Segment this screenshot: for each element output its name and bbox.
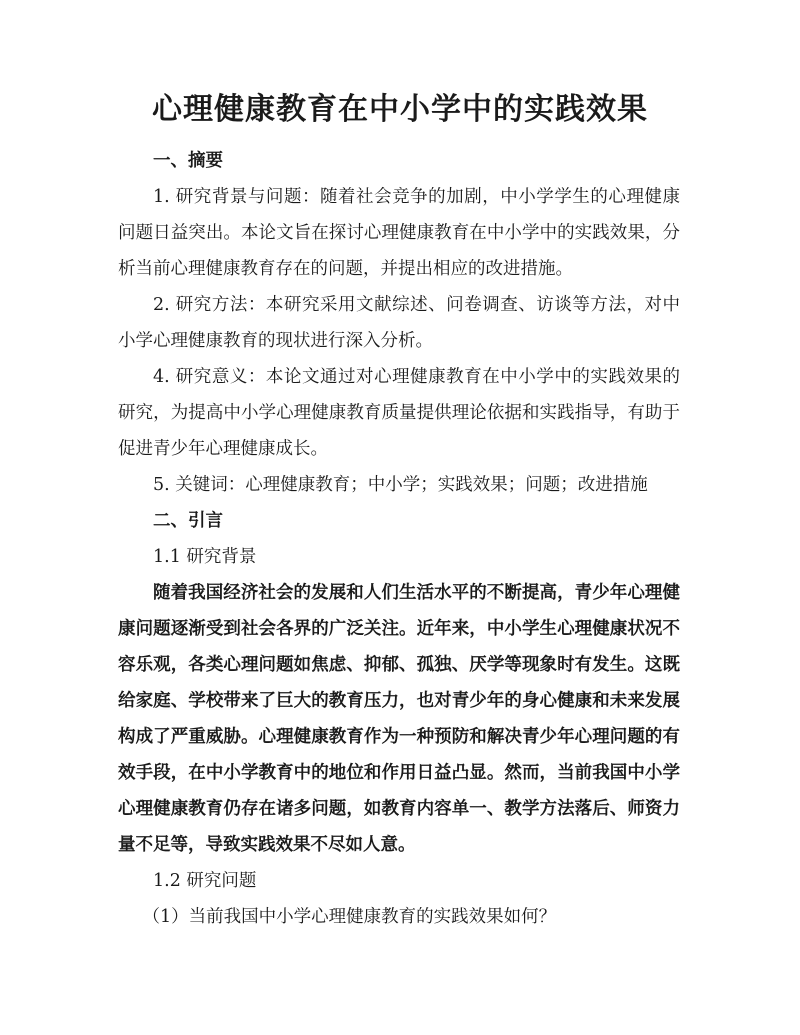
intro-heading: 二、引言 <box>153 511 223 531</box>
abstract-paragraph-background: 1. 研究背景与问题：随着社会竞争的加剧，中小学学生的心理健康问题日益突出。本论文旨在探讨心理健康教育在中小学中的实践效果，分析当前心理健康教育存在的问题，并提出相应的改进措施。 <box>118 187 680 279</box>
background-paragraph: 随着我国经济社会的发展和人们生活水平的不断提高，青少年心理健康问题逐渐受到社会各界的广泛关注。近年来，中小学生心理健康状况不容乐观，各类心理问题如焦虑、抑郁、孤独、厌学等现象时有发生。这既给家庭、学校带来了巨大的教育压力，也对青少年的身心健康和未来发展构成了严重威胁。心理健康教育作为一种预防和解决青少年心理问题的有效手段，在中小学教育中的地位和作用日益凸显。然而，当前我国中小学心理健康教育仍存在诸多问题，如教育内容单一、教学方法落后、师资力量不足等，导致实践效果不尽如人意。 <box>118 583 680 855</box>
document-body <box>118 143 680 935</box>
abstract-paragraph-keywords: 5. 关键词：心理健康教育；中小学；实践效果；问题；改进措施 <box>153 475 648 495</box>
subheading-research-questions: 1.2 研究问题 <box>153 871 257 891</box>
document-title: 心理健康教育在中小学中的实践效果 <box>152 92 648 127</box>
abstract-paragraph-method: 2. 研究方法：本研究采用文献综述、问卷调查、访谈等方法，对中小学心理健康教育的现状进行深入分析。 <box>118 295 680 351</box>
subheading-research-background: 1.1 研究背景 <box>153 547 257 567</box>
research-question-1: （1）当前我国中小学心理健康教育的实践效果如何？ <box>142 907 557 927</box>
abstract-heading: 一、摘要 <box>153 151 223 171</box>
abstract-paragraph-significance: 4. 研究意义：本论文通过对心理健康教育在中小学中的实践效果的研究，为提高中小学心理健康教育质量提供理论依据和实践指导，有助于促进青少年心理健康成长。 <box>118 367 680 459</box>
